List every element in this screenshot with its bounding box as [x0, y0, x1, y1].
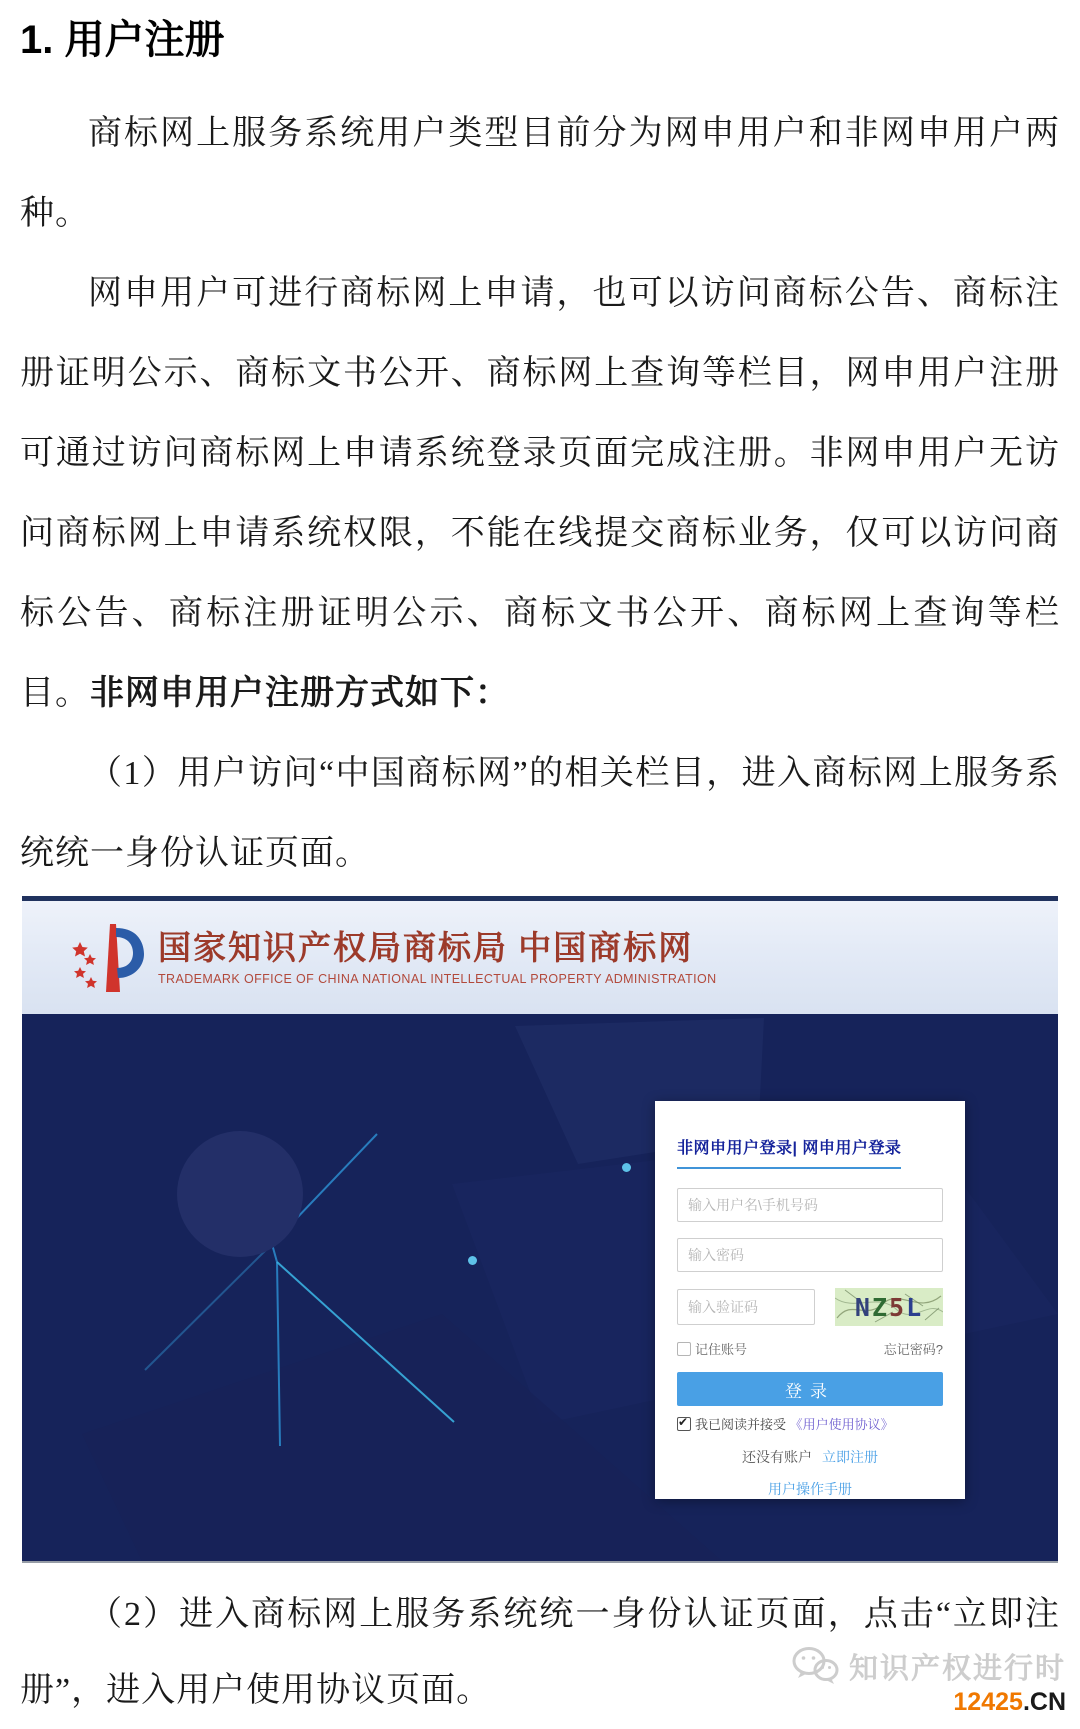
paragraph-registration-intro — [20, 254, 1060, 734]
decorative-circle — [177, 1131, 303, 1257]
login-card-title: 非网申用户登录| 网申用户登录 — [677, 1135, 901, 1169]
paragraph-step2-pre: （2）进入商标网上服务系统统一身份认证页面，点击 — [88, 1596, 936, 1633]
screenshot-header — [22, 901, 1058, 1014]
agreement-text: 我已阅读并接受 — [695, 1417, 787, 1432]
captcha-row — [677, 1288, 943, 1326]
remember-checkbox-icon[interactable] — [677, 1342, 691, 1356]
paragraph-step2-post: ，进入用户使用协议页面。 — [71, 1672, 492, 1709]
paragraph-step1: （1）用户访问“中国商标网”的相关栏目，进入商标网上服务系统统一身份认证页面。 — [20, 755, 1060, 872]
captcha-input[interactable] — [677, 1289, 815, 1325]
paragraph-step2-bold: “立即注册” — [20, 1596, 1061, 1709]
captcha-char: N — [854, 1292, 872, 1322]
agreement-row — [677, 1414, 943, 1433]
watermark-site — [791, 1689, 1066, 1715]
section-heading: 1. 用户注册 — [20, 18, 225, 62]
agreement-checkbox-icon[interactable] — [677, 1417, 691, 1431]
cnipa-logo-icon — [70, 920, 148, 996]
watermark-name: 知识产权进行时 — [848, 1652, 1066, 1685]
watermark-site-number: 12425 — [953, 1688, 1023, 1716]
login-page-background — [22, 1014, 1058, 1561]
username-input[interactable] — [677, 1188, 943, 1222]
captcha-image[interactable] — [835, 1288, 943, 1326]
site-title-english: TRADEMARK OFFICE OF CHINA NATIONAL INTELLECTUAL PROPERTY ADMINISTRATION — [158, 971, 717, 986]
remember-account-option[interactable] — [677, 1339, 747, 1358]
wechat-icon — [791, 1645, 841, 1687]
register-row — [677, 1447, 943, 1467]
login-button[interactable]: 登录 — [677, 1372, 943, 1406]
no-account-text: 还没有账户 — [742, 1449, 812, 1465]
embedded-screenshot — [22, 896, 1058, 1563]
paragraph-registration-bold: 非网申用户注册方式如下： — [90, 675, 510, 712]
site-title-chinese: 国家知识产权局商标局 中国商标网 — [158, 930, 694, 967]
captcha-char: L — [906, 1292, 924, 1322]
forgot-password-link[interactable]: 忘记密码? — [883, 1342, 943, 1357]
decorative-dot — [468, 1256, 477, 1265]
remember-label: 记住账号 — [695, 1342, 748, 1357]
password-input[interactable] — [677, 1238, 943, 1272]
captcha-char: 5 — [889, 1292, 907, 1322]
user-manual-link[interactable]: 用户操作手册 — [768, 1481, 852, 1497]
login-card — [655, 1101, 965, 1499]
watermark-site-tld: .CN — [1022, 1688, 1066, 1716]
paragraph-registration-text: 网申用户可进行商标网上申请，也可以访问商标公告、商标注册证明公示、商标文书公开、商标网上查询等栏目，网申用户注册可通过访问商标网上申请系统登录页面完成注册。非网申用户无访问商标网上申请系统权限，不能在线提交商标业务，仅可以访问商标公告、商标注册证明公示、商标文书公开、商标网上查询等栏目。 — [20, 275, 1060, 712]
options-row — [677, 1339, 943, 1358]
decorative-dot — [622, 1163, 631, 1172]
register-now-link[interactable]: 立即注册 — [822, 1449, 878, 1465]
watermark — [791, 1645, 1066, 1715]
user-agreement-link[interactable]: 《用户使用协议》 — [789, 1417, 894, 1432]
paragraph-user-types: 商标网上服务系统用户类型目前分为网申用户和非网申用户两种。 — [20, 115, 1060, 232]
screenshot-header-titles — [158, 930, 717, 986]
captcha-char: Z — [871, 1292, 889, 1322]
captcha-text — [855, 1293, 923, 1322]
manual-row — [677, 1479, 943, 1499]
